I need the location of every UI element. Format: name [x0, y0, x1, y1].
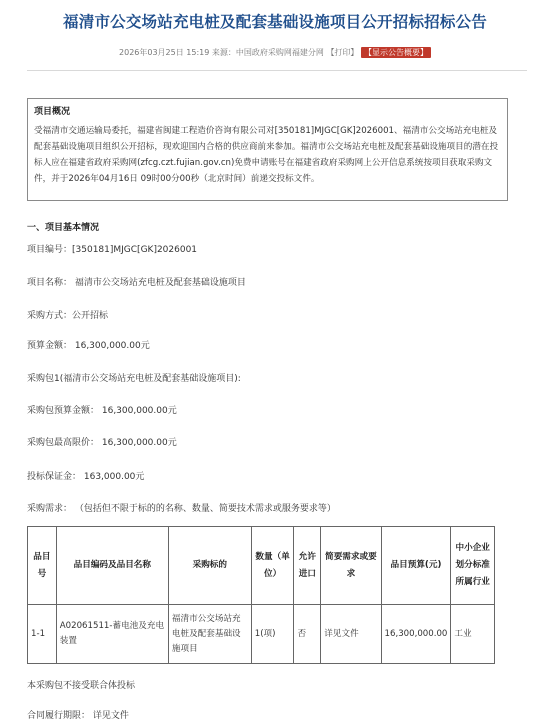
project-number: 项目编号：[350181]MJGC[GK]2026001 — [27, 245, 198, 255]
cell-subject: 福清市公交场站充电桩及配套基础设施项目 — [168, 605, 251, 664]
overview-text: 受福清市交通运输局委托，福建省闽建工程造价咨询有限公司对[350181]MJGC[GK]2026001、福清市公交场站充电桩及配套基础设施项目组织公开招标，现欢迎国内合格的供应商前来参加。福清市公交场站充电桩及配套基础设施项目的潜在投标人应在福建省政府采购网(zfcg.czt.fujian.gov.cn)免费申请账号在福建省政府采购网上公开信息系统按项目获取采购文件，并于2026年04月16日 09时00分00秒（北京时间）前递交投标文件。 — [34, 126, 499, 184]
cell-import: 否 — [294, 605, 321, 664]
table-row — [28, 605, 495, 664]
header-subject: 采购标的 — [168, 527, 251, 605]
header-sme-industry: 中小企业划分标准所属行业 — [451, 527, 495, 605]
overview-title: 项目概况 — [34, 107, 71, 117]
package-title: 采购包1(福清市公交场站充电桩及配套基础设施项目): — [27, 374, 241, 384]
header-import: 允许进口 — [294, 527, 321, 605]
publish-date: 2026年03月25日 15:19 — [119, 48, 210, 57]
cell-sme-industry: 工业 — [451, 605, 495, 664]
contract-period: 合同履行期限： 详见文件 — [27, 711, 129, 721]
source-link[interactable]: 中国政府采购网福建分网 — [235, 48, 324, 57]
procurement-demand: 采购需求： （包括但不限于标的的名称、数量、简要技术需求或服务要求等） — [27, 504, 336, 514]
bid-deposit: 投标保证金： 163,000.00元 — [27, 472, 145, 482]
header-item-budget: 品目预算(元) — [381, 527, 451, 605]
package-max-price: 采购包最高限价： 16,300,000.00元 — [27, 438, 177, 448]
header-requirements: 简要需求或要求 — [321, 527, 381, 605]
package-budget: 采购包预算金额： 16,300,000.00元 — [27, 406, 177, 416]
section-title-basic-info: 一、项目基本情况 — [27, 223, 100, 233]
print-button[interactable]: 【打印】 — [326, 48, 359, 57]
cell-requirements: 详见文件 — [321, 605, 381, 664]
source-label: 来源： — [211, 48, 236, 57]
budget-amount: 预算金额： 16,300,000.00元 — [27, 341, 150, 351]
procurement-method: 采购方式：公开招标 — [27, 311, 109, 321]
cell-quantity: 1(项) — [251, 605, 294, 664]
title-divider — [27, 70, 527, 71]
table-header-row — [28, 527, 495, 605]
project-overview-box — [27, 98, 508, 201]
header-item-code: 品目编码及品目名称 — [56, 527, 168, 605]
cell-item-no: 1-1 — [28, 605, 57, 664]
cell-item-budget: 16,300,000.00 — [381, 605, 451, 664]
no-consortium-note: 本采购包不接受联合体投标 — [27, 681, 136, 691]
page-title: 福清市公交场站充电桩及配套基础设施项目公开招标招标公告 — [63, 13, 487, 31]
show-summary-button[interactable]: 【显示公告概要】 — [361, 47, 431, 58]
cell-item-code: A02061511-蓄电池及充电装置 — [56, 605, 168, 664]
notice-meta — [0, 47, 550, 58]
project-name: 项目名称： 福清市公交场站充电桩及配套基础设施项目 — [27, 278, 246, 288]
header-quantity: 数量（单位） — [251, 527, 294, 605]
header-item-no: 品目号 — [28, 527, 57, 605]
items-table — [27, 526, 495, 664]
